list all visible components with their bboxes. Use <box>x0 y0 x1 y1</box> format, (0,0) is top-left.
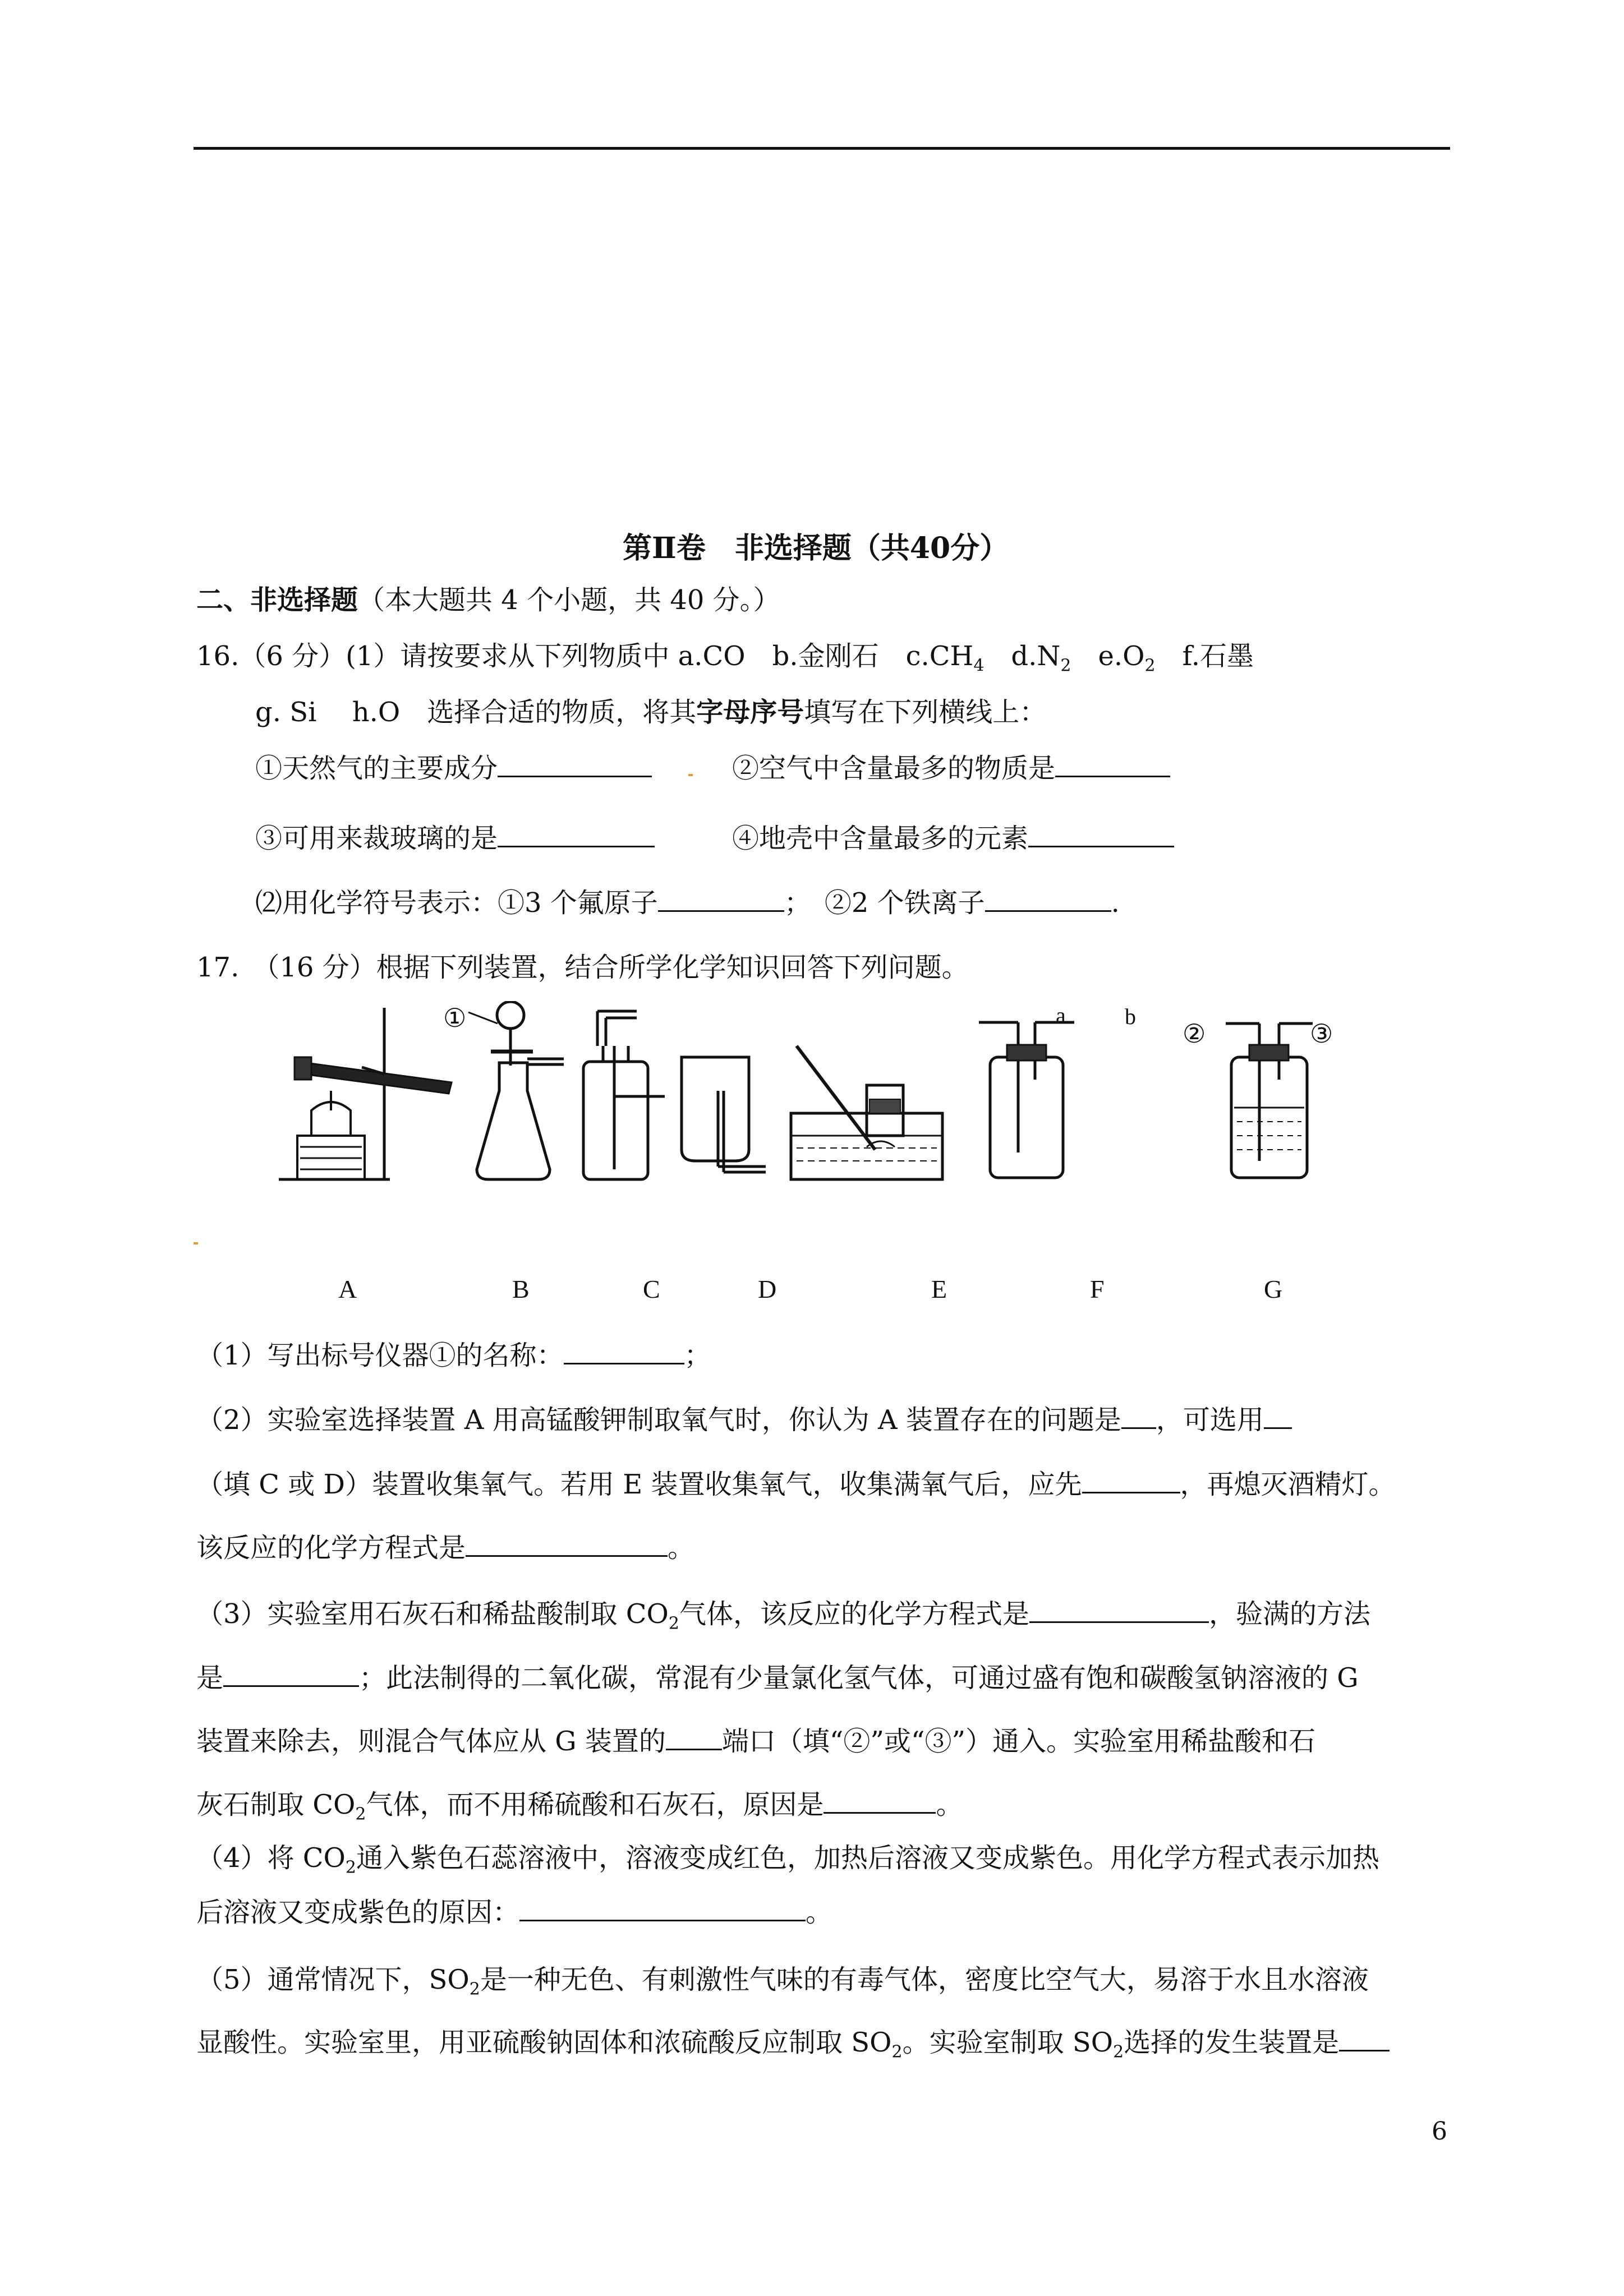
answer-blank[interactable] <box>1055 753 1170 777</box>
q17-p2-line1 <box>196 1403 1292 1437</box>
speck-mark <box>194 1242 198 1244</box>
q-text: 显酸性。实验室里，用亚硫酸钠固体和浓硫酸反应制取 SO <box>196 2027 892 2058</box>
part-heading <box>196 583 780 617</box>
q16-item1 <box>255 751 652 785</box>
apparatus-a <box>279 1008 452 1179</box>
apparatus-figure <box>278 1001 1372 1192</box>
q-text: 后溶液又变成紫色的原因： <box>196 1897 520 1928</box>
q-text: 端口（填“②”或“③”）通入。实验室用稀盐酸和石 <box>721 1726 1316 1757</box>
answer-blank[interactable] <box>564 1340 684 1364</box>
answer-blank[interactable] <box>658 888 784 912</box>
speck-mark <box>688 774 693 776</box>
q16-item3 <box>255 822 655 855</box>
q-text: （2）实验室选择装置 A 用高锰酸钾制取氧气时，你认为 A 装置存在的问题是 <box>196 1404 1121 1436</box>
mark-a: a <box>1056 1003 1066 1028</box>
q16-line1 <box>196 639 1254 683</box>
apparatus-c <box>583 1011 665 1179</box>
mark-1: ① <box>443 1003 467 1033</box>
item-text: ③可用来裁玻璃的是 <box>255 823 498 854</box>
q16-text: g. Si h.O 选择合适的物质，将其 <box>255 697 697 728</box>
answer-blank[interactable] <box>223 1663 359 1687</box>
q16-line2 <box>255 695 1046 729</box>
q17-p5-line2 <box>196 2026 1390 2069</box>
q16-text: 填写在下列横线上： <box>804 697 1047 728</box>
q-text: 选择的发生装置是 <box>1124 2027 1340 2058</box>
q-text: 通入紫色石蕊溶液中，溶液变成红色，加热后溶液又变成紫色。用化学方程式表示加热 <box>356 1842 1379 1874</box>
q17-p3-line4 <box>196 1788 963 1832</box>
q17-p3-line2 <box>196 1661 1359 1695</box>
q17-p2-line3 <box>196 1531 694 1565</box>
item-text: ④地壳中含量最多的元素 <box>732 823 1029 854</box>
answer-blank[interactable] <box>466 1533 668 1557</box>
figure-label-c: C <box>643 1275 660 1303</box>
answer-blank[interactable] <box>1121 1405 1156 1429</box>
q-text: 气体，该反应的化学方程式是 <box>679 1598 1029 1630</box>
subscript: 4 <box>973 656 984 676</box>
mark-2: ② <box>1183 1018 1206 1049</box>
q16-part2 <box>255 886 1120 920</box>
answer-blank[interactable] <box>498 823 655 847</box>
subscript: 2 <box>469 1979 480 1999</box>
apparatus-e <box>791 1046 942 1179</box>
answer-blank[interactable] <box>985 888 1111 912</box>
figure-label-a: A <box>338 1275 357 1303</box>
apparatus-f <box>979 1022 1074 1178</box>
answer-blank[interactable] <box>823 1790 936 1814</box>
q-text: （填 C 或 D）装置收集氧气。若用 E 装置收集氧气，收集满氧气后，应先 <box>196 1469 1082 1500</box>
answer-blank[interactable] <box>519 1897 806 1921</box>
mark-b: b <box>1125 1004 1136 1029</box>
q-text: （5）通常情况下，SO <box>196 1964 470 1995</box>
answer-blank[interactable] <box>1264 1405 1292 1429</box>
q16-item2 <box>732 751 1170 785</box>
q-text: （4）将 CO <box>196 1842 346 1874</box>
q-text: ； <box>684 1340 711 1371</box>
answer-blank[interactable] <box>498 753 652 777</box>
q17-p2-line2 <box>196 1468 1396 1501</box>
q-text: 该反应的化学方程式是 <box>196 1532 466 1564</box>
subscript: 2 <box>1144 656 1156 676</box>
q16-text: 16.（6 分）(1）请按要求从下列物质中 a.CO b.金刚石 c.CH <box>196 640 974 672</box>
section-title: 第Ⅱ卷 非选择题（共40分） <box>623 531 1009 565</box>
apparatus-d <box>682 1057 766 1172</box>
header-rule <box>194 147 1450 150</box>
q16-text: e.O <box>1071 640 1145 672</box>
figure-label-d: D <box>758 1275 777 1303</box>
q-text: 。 <box>936 1789 963 1820</box>
q16-text: d.N <box>984 640 1061 672</box>
q-text: 装置来除去，则混合气体应从 G 装置的 <box>196 1726 666 1757</box>
q17-p5-line1 <box>196 1963 1369 2007</box>
q-text: 。实验室制取 SO <box>902 2027 1114 2058</box>
subscript: 2 <box>1060 656 1071 676</box>
q-text: ，再熄灭酒精灯。 <box>1180 1469 1396 1500</box>
q-text: ，验满的方法 <box>1209 1598 1371 1630</box>
part-heading-label: 二、非选择题 <box>196 584 358 616</box>
item-text: ⑵用化学符号表示：①3 个氟原子 <box>255 887 658 919</box>
q17-p1 <box>196 1339 711 1372</box>
q-text: 气体，而不用稀硫酸和石灰石，原因是 <box>366 1789 824 1820</box>
q16-text: f.石墨 <box>1155 640 1254 672</box>
subscript: 2 <box>345 1857 356 1878</box>
q-text: （3）实验室用石灰石和稀盐酸制取 CO <box>196 1598 669 1630</box>
item-text: ； ②2 个铁离子 <box>784 887 985 919</box>
q17-p4-line2 <box>196 1896 832 1929</box>
q17-p4-line1 <box>196 1841 1379 1885</box>
subscript: 2 <box>355 1804 366 1824</box>
q-text: 。 <box>668 1532 695 1564</box>
answer-blank[interactable] <box>666 1726 722 1750</box>
figure-label-b: B <box>512 1275 530 1303</box>
q-text: 。 <box>806 1897 833 1928</box>
q-text: ；此法制得的二氧化碳，常混有少量氯化氢气体，可通过盛有饱和碳酸氢钠溶液的 G <box>359 1662 1359 1694</box>
answer-blank[interactable] <box>1339 2027 1390 2051</box>
page-number: 6 <box>1432 2117 1447 2146</box>
apparatus-g <box>1226 1023 1313 1178</box>
item-text: . <box>1111 887 1120 919</box>
item-text: ①天然气的主要成分 <box>255 753 498 784</box>
subscript: 2 <box>668 1613 679 1634</box>
apparatus-b <box>468 1002 564 1179</box>
q-text: （1）写出标号仪器①的名称： <box>196 1340 564 1371</box>
subscript: 2 <box>1113 2042 1124 2062</box>
figure-label-e: E <box>931 1275 947 1303</box>
subscript: 2 <box>891 2042 903 2062</box>
q17-p3-line1 <box>196 1597 1370 1641</box>
answer-blank[interactable] <box>1029 1599 1209 1623</box>
part-heading-note: （本大题共 4 个小题，共 40 分。） <box>358 584 780 616</box>
q-text: 灰石制取 CO <box>196 1789 356 1820</box>
q16-emphasis: 字母序号 <box>696 697 804 728</box>
q-text: 是一种无色、有刺激性气味的有毒气体，密度比空气大，易溶于水且水溶液 <box>480 1964 1369 1995</box>
q17-p3-line3 <box>196 1725 1315 1758</box>
answer-blank[interactable] <box>1082 1469 1180 1493</box>
q-text: ，可选用 <box>1156 1404 1264 1436</box>
figure-label-g: G <box>1264 1275 1283 1303</box>
mark-3: ③ <box>1310 1018 1333 1049</box>
item-text: ②空气中含量最多的物质是 <box>732 753 1056 784</box>
q-text: 是 <box>196 1662 224 1694</box>
figure-label-f: F <box>1090 1275 1105 1303</box>
q17-intro: 17. （16 分）根据下列装置，结合所学化学知识回答下列问题。 <box>196 952 969 983</box>
q16-item4 <box>732 822 1174 855</box>
answer-blank[interactable] <box>1028 823 1174 847</box>
